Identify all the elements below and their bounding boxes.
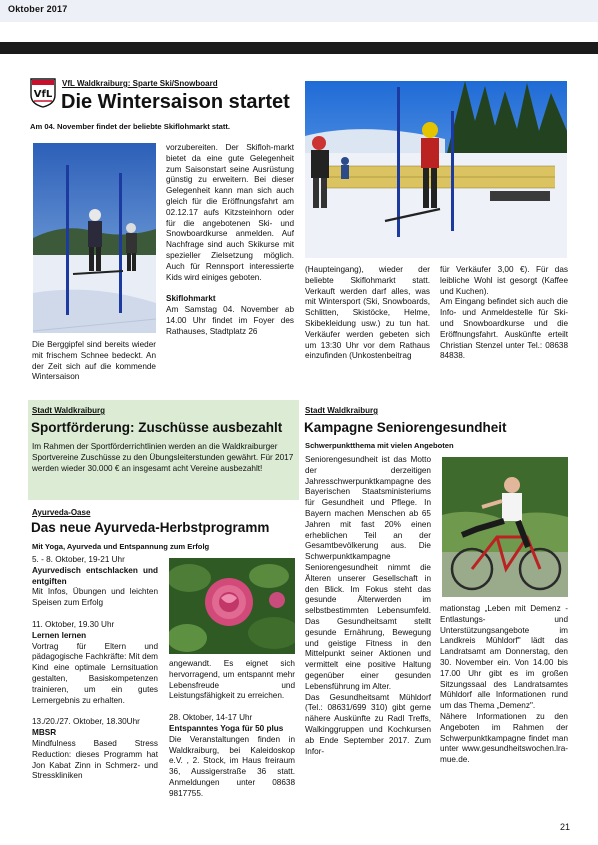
svg-text:VfL: VfL (33, 89, 53, 100)
article1-kicker: VfL Waldkraiburg: Sparte Ski/Snowboard (62, 79, 218, 88)
article3-col2: angewandt. Es eignet sich hervorragend, um entspannt mehr Lebensfreude und Leistungsfähigkeit zu erreichen. 28. Oktober, 14-17 Uhr Entspanntes Yoga für 50 plus Die Veranstaltungen finden in Waldkraiburg, bei Kaleidoskop e.V. , 2. Stock, im Haus freiraum 36, Aussigerstraße 36 statt. Anmeldungen unter 08638 9817755. (169, 659, 295, 798)
article2-title: Sportförderung: Zuschüsse ausbezahlt (31, 420, 283, 435)
article4-title: Kampagne Seniorengesundheit (304, 420, 507, 435)
article4-subtitle: Schwerpunktthema mit vielen Angeboten (305, 441, 454, 450)
article2-text: Im Rahmen der Sportförderrichtlinien werden an die Waldkraiburger Sportvereine Zuschüsse zu den Übungsleiterstunden gewährt. Für 2017 werden wieder 30.000 € an insgesamt acht Vereine ausbezahlt! (32, 442, 294, 473)
header-strip (0, 0, 598, 22)
article3-title: Das neue Ayurveda-Herbstprogramm (31, 520, 270, 535)
skiflohmarkt-heading: Skiflohmarkt (166, 294, 216, 304)
article1-col2: vorzubereiten. Der Skifloh-markt bietet da eine gute Gelegenheit zum Saisonstart seine Ausrüstung günstig zu erweitern. Bei dieser Gelegenheit kann man sich auch gleich für die Eröffnungsfahrt am 02.12.17 aufs Kitzsteinhorn oder für die angebotenen Ski- und Snowboardkurse anmelden. Auf Nachfrage sind auch Skikurse mit spezieller Zielsetzung möglich. Auch für Rennsport interessierte Kids wird einiges geboten. Skiflohmarkt Am Samstag 04. November ab 14.00 Uhr findet im Foyer des Rathauses, Stadtplatz 26 (166, 143, 294, 336)
article1-col3: (Haupteingang), wieder der beliebte Skiflohmarkt statt. Verkauft werden darf alles, was mit Wintersport (Ski, Snowboards, Schlitten, Skistöcke, Helme, Skibekleidung usw.) zu tun hat. Verkäufer werden gebeten sich um 13:30 Uhr vor dem Rathaus einzufinden (Unkostenbeitrag (305, 265, 430, 361)
article4-col2: mationstag „Leben mit Demenz - Entlastungs- und Unterstützungsangebote im Landkreis Mühldorf" lädt das Landratsamt am Donnerstag, den 30. November ein. Von 14.00 bis 17.00 Uhr gibt es im großen Sitzungssaal des Landratsamtes Mühldorf alle Informationen rund um das Thema „Demenz". Nähere Informationen zu den Angeboten im Rahmen der Schwerpunktkampagne findet man unter www.gesundheitswochen.lra-mue.de. (440, 604, 568, 765)
photo-ski-kids-slalom (33, 143, 156, 333)
article3-subtitle: Mit Yoga, Ayurveda und Entspannung zum Erfolg (32, 542, 210, 551)
article3-kicker: Ayurveda-Oase (32, 508, 91, 517)
photo-ski-slope-group (305, 81, 567, 258)
article1-subtitle: Am 04. November findet der beliebte Skiflohmarkt statt. (30, 122, 231, 131)
article3-col1: 5. - 8. Oktober, 19-21 Uhr Ayurvedisch entschlacken und entgiften Mit Infos, Übungen und leichten Speisen zum Erfolg 11. Oktober, 19.30 Uhr Lernen lernen Vortrag für Eltern und pädagogische Fachkräfte: Mit dem Kind eine optimale Lernsituation gestalten, Basiskompetenzen trainieren, um ein gutes Lernergebnis zu erhalten. 13./20./27. Oktober, 18.30Uhr MBSR Mindfulness Based Stress Reduction: dieses Programm hat Jon Kabat Zinn in Schmerz- und Stresskliniken (32, 555, 158, 781)
article1-col4: für Verkäufer 3,00 €). Für das leibliche Wohl ist gesorgt (Kaffee und Kuchen). Am Eingang befindet sich auch die Info- und Anmeldestelle für Ski- und Snowboardkurse und die Eröffnungsfahrt. Auskünfte erteilt Christian Stenzel unter Tel.: 08638 84838. (440, 265, 568, 361)
article1-title: Die Wintersaison startet (61, 91, 290, 113)
article1-col1: Die Berggipfel sind bereits wieder mit frischem Schnee bedeckt. An der Zeit sich auf die kommende Wintersaison (32, 340, 156, 382)
article4-kicker: Stadt Waldkraiburg (305, 406, 379, 415)
article4-col1: Seniorengesundheit ist das Motto der derzeitigen Jahresschwerpunktkampagne des Bayerischen Staatsministeriums für Gesundheit und Pflege. In Bayern machen Menschen ab 65 Jahren mit fast 20% einen erheblichen Teil an der Gesamtbevölkerung aus. Die Schwerpunktkampagne Seniorengesundheit nimmt die Älteren unserer Gesellschaft in den Blick. Im Fokus steht das gesunde Älterwerden im selbstbestimmten Lebensumfeld. Das Gesundheitsamt stellt gesunde Ernährung, Bewegung und geistige Fitness in den Mittelpunkt seiner Aktionen und vermittelt eine positive Haltung gegenüber einer gesunden Lebensführung im Alter. Das Gesundheitsamt Mühldorf (Tel.: 08631/699 310) gibt gerne nähere Auskünfte zu Radl Treffs, Walkinggruppen und Kochkursen ab Ende September 2017. Zum Infor- (305, 455, 431, 756)
vfl-logo (30, 78, 56, 108)
issue-month: Oktober 2017 (8, 4, 68, 14)
page-number: 21 (559, 822, 570, 832)
article2-kicker: Stadt Waldkraiburg (32, 406, 106, 415)
photo-pink-rose (169, 558, 295, 654)
header-bar (0, 42, 598, 54)
photo-senior-bicycle (442, 457, 568, 597)
